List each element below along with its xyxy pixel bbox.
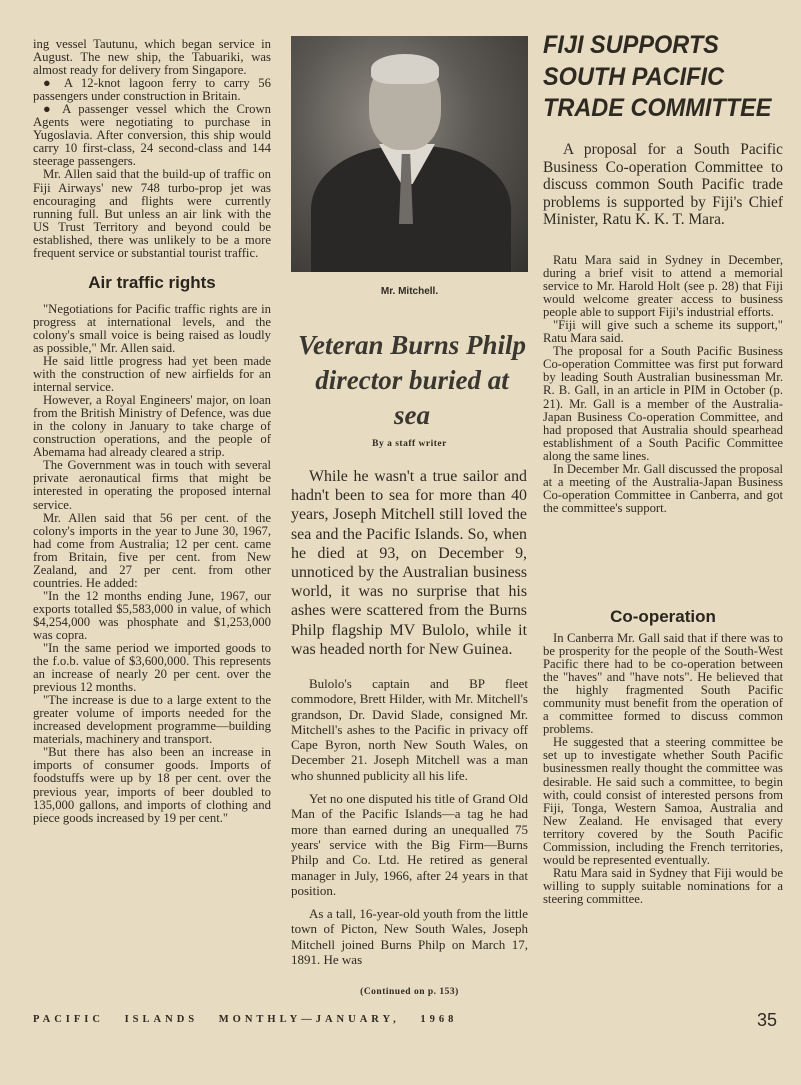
subhead-co-operation: Co-operation <box>610 607 716 626</box>
paragraph: However, a Royal Engineers' major, on loan from the British Ministry of Defence, was due in the colony in January to take charge of construction operations, and the people of Abemama had already cleared a strip. <box>33 393 271 460</box>
byline: By a staff writer <box>372 439 447 449</box>
running-footer: PACIFIC ISLANDS MONTHLY—JANUARY, 1968 <box>33 1014 458 1025</box>
paragraph: "Negotiations for Pacific traffic rights are in progress at international levels, and the colony's small voice is being raised as loudly as possible," Mr. Allen said. <box>33 301 271 355</box>
paragraph: ing vessel Tautunu, which began service in August. The new ship, the Tabuariki, was almost ready for delivery from Singapore. <box>33 37 271 78</box>
paragraph: Ratu Mara said in Sydney in December, during a brief visit to attend a memorial service to Mr. Harold Holt (see p. 28) that Fiji would welcome greater access to business people able to support Fiji's industrial efforts. <box>543 253 783 320</box>
paragraph: ● A passenger vessel which the Crown Agents were negotiating to purchase in Yugoslavia. After conversion, this ship would carry 10 first-class, 24 second-class and 144 steerage passengers. <box>33 102 271 169</box>
paragraph: "In the same period we imported goods to the f.o.b. value of $3,600,000. This represents an increase of nearly 20 per cent. over the previous 12 months. <box>33 641 271 695</box>
fiji-lede <box>543 141 783 229</box>
paragraph: ● A 12-knot lagoon ferry to carry 56 passengers under construction in Britain. <box>33 76 271 104</box>
mitchell-lede <box>291 467 527 659</box>
headline-mitchell: Veteran Burns Philp director buried at sea <box>297 330 527 430</box>
paragraph: Bulolo's captain and BP fleet commodore, Brett Hilder, with Mr. Mitchell's grandson, Dr. David Slade, consigned Mr. Mitchell's ashes to the Pacific in privacy off Cape Byron, north New South Wales, on December 21. Joseph Mitchell was a man who shunned publicity all his life. <box>291 676 528 783</box>
fiji-lede-paragraph: A proposal for a South Pacific Business Co-operation Committee to discuss common South Pacific trade problems is supported by Fiji's Chief Minister, Ratu K. K. T. Mara. <box>543 141 783 229</box>
column-left-top <box>33 38 271 260</box>
paragraph: As a tall, 16-year-old youth from the little town of Picton, New South Wales, Joseph Mitchell joined Burns Philp on March 17, 1891. He was <box>291 906 528 968</box>
headline-fiji: FIJI SUPPORTS SOUTH PACIFIC TRADE COMMITTEE <box>543 31 772 122</box>
mitchell-body <box>291 676 528 975</box>
portrait-photo-mitchell <box>291 36 528 272</box>
fiji-subhead-container <box>543 607 783 627</box>
paragraph: The proposal for a South Pacific Business Co-operation Committee was first put forward by leading South Australian businessman Mr. R. B. Gall, in an article in PIM in October (p. 21). Mr. Gall is a member of the Australia-Japan Business Co-operation Committee, and had proposed that Australia should spearhead establishment of a South Pacific Committee along the same lines. <box>543 344 783 463</box>
mitchell-lede-paragraph: While he wasn't a true sailor and hadn't been to sea for more than 40 years, Joseph Mitchell still loved the sea and the Pacific Islands. So, when he died at 93, on December 9, unnoticed by the Australian business world, it was no surprise that his ashes were scattered from the Burns Philp flagship MV Bulolo, while it was headed north for New Guinea. <box>291 468 527 658</box>
continued-note: (Continued on p. 153) <box>360 987 459 997</box>
column-left <box>33 0 271 825</box>
paragraph: "But there has also been an increase in imports of consumer goods. Imports of foodstuffs were up by 18 per cent. over the previous year, imports of beer doubled to 135,000 gallons, and imports of clothing and piece goods increased by 19 per cent." <box>33 745 271 825</box>
paragraph: "In the 12 months ending June, 1967, our exports totalled $5,583,000 in value, of which $4,254,000 was phosphate and $1,253,000 was copra. <box>33 588 271 642</box>
paragraph: He suggested that a steering committee be set up to investigate whether South Pacific businessmen really thought the committee was desirable. He said such a committee, to begin with, could consist of interested persons from Fiji, Tonga, Western Samoa, Australia and New Zealand. He envisaged that every territory covered by the South Pacific Commission, including the French territories, would be represented eventually. <box>543 735 783 867</box>
subhead-air-traffic-rights: Air traffic rights <box>88 272 216 292</box>
paragraph: He said little progress had yet been made with the construction of new airfields for an internal service. <box>33 353 271 395</box>
paragraph: The Government was in touch with several private aeronautical firms that might be interested in operating the proposed internal service. <box>33 458 271 512</box>
paragraph: Yet no one disputed his title of Grand Old Man of the Pacific Islands—a tag he had more than earned during an unequalled 75 years' service with the Big Firm—Burns Philp and Co. Ltd. He retired as general manager in July, 1966, after 24 years in that position. <box>291 791 528 898</box>
paragraph: Ratu Mara said in Sydney that Fiji would be willing to supply suitable nominations for a steering committee. <box>543 865 783 906</box>
paragraph: "Fiji will give such a scheme its support," Ratu Mara said. <box>543 318 783 346</box>
column-left-bottom <box>33 303 271 825</box>
page-number: 35 <box>757 1010 778 1030</box>
paragraph: Mr. Allen said that 56 per cent. of the colony's imports in the year to June 30, 1967, had come from Australia; 12 per cent. came from Britain, five per cent. from New Zealand, and 27 per cent. from other countries. He added: <box>33 510 271 590</box>
paragraph: Mr. Allen said that the build-up of traffic on Fiji Airways' new 748 turbo-prop jet was encouraging and flights were currently running full. But unless an air link with the US Trust Territory and beyond could be established, there was unlikely to be a more frequent service or substantial tourist traffic. <box>33 167 271 260</box>
paragraph: In December Mr. Gall discussed the proposal at a meeting of the Australia-Japan Business Co-operation Committee in Canberra, and got the committee's support. <box>543 461 783 515</box>
photo-caption: Mr. Mitchell. <box>380 286 439 297</box>
photo-hair <box>371 54 439 84</box>
fiji-body-part2 <box>543 632 783 906</box>
fiji-body-part1 <box>543 254 783 515</box>
paragraph: In Canberra Mr. Gall said that if there was to be prosperity for the people of the South-West Pacific there had to be co-operation between the "haves" and "have nots". He believed that the highly fragmented South Pacific community must benefit from the operation of a committee formed to discuss common problems. <box>543 631 783 737</box>
paragraph: "The increase is due to a large extent to the greater volume of imports needed for the increased development programme—building materials, machinery and transport. <box>33 693 271 747</box>
